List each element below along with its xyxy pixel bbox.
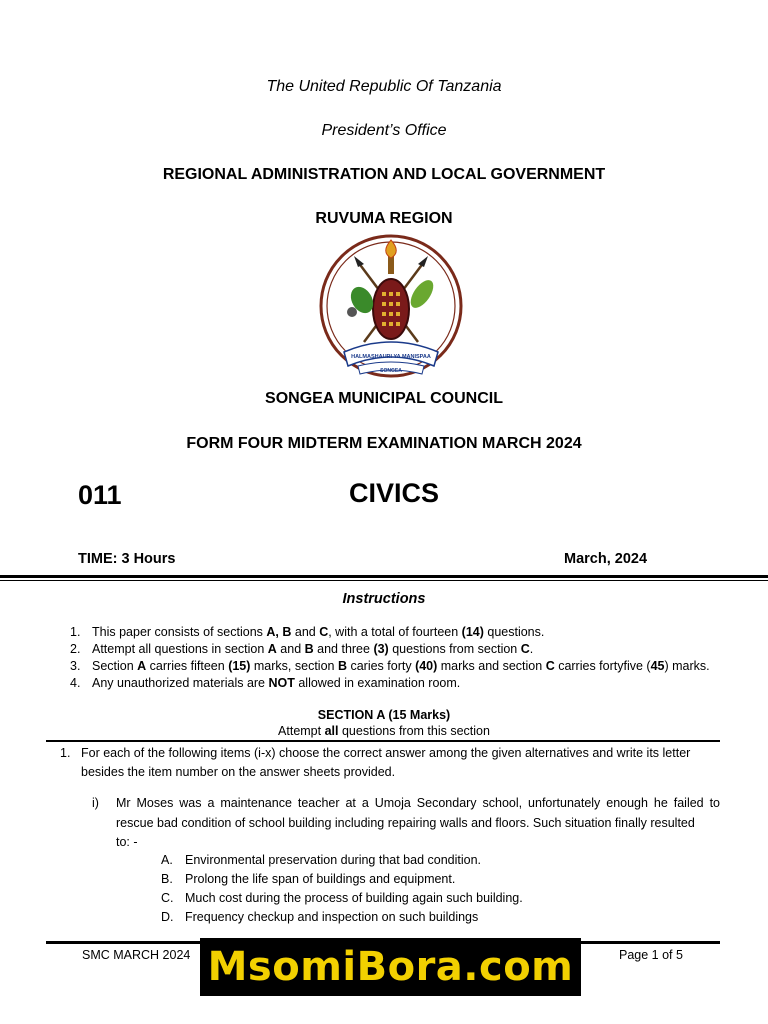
emblem-icon [318,234,464,384]
section-a-subtitle: Attempt all questions from this section [278,724,490,738]
item-text-line: Mr Moses was a maintenance teacher at a Umoja Secondary school, unfortunately enough he failed to [116,796,720,810]
item-text-line: rescue bad condition of school building including repairing walls and floors. Such situation finally resulted [116,816,695,830]
header-divider-thin [0,580,768,581]
answer-option: A. Environmental preservation during that bad condition. [161,853,482,867]
council-emblem [318,234,464,384]
footer-page-number: Page 1 of 5 [619,948,683,962]
region-title: RUVUMA REGION [315,210,453,227]
answer-option: C. Much cost during the process of building again such building. [161,891,523,905]
ministry-title: REGIONAL ADMINISTRATION AND LOCAL GOVERNMENT [162,166,606,183]
instruction-item: 3. Section A carries fifteen (15) marks, section B caries forty (40) marks and section C carries fortyfive (45) marks. [70,659,710,673]
answer-option: D. Frequency checkup and inspection on such buildings [161,910,479,924]
instructions-title: Instructions [342,591,426,607]
section-a-title: SECTION A (15 Marks) [317,708,451,722]
item-text-line: to: - [116,835,138,849]
exam-title: FORM FOUR MIDTERM EXAMINATION MARCH 2024 [186,435,582,452]
question-text-line: For each of the following items (i-x) choose the correct answer among the given alternatives and write its letter [81,746,691,760]
item-number: i) [92,796,99,810]
question-number: 1. [60,746,71,760]
footer-left: SMC MARCH 2024 [82,948,191,962]
council-title: SONGEA MUNICIPAL COUNCIL [265,390,503,407]
instruction-item: 1. This paper consists of sections A, B and C, with a total of fourteen (14) questions. [70,625,545,639]
exam-time: TIME: 3 Hours [78,551,176,567]
emblem-ring-text: HALMASHAURI YA MANISPAA [351,354,431,360]
header-divider [0,575,768,578]
instructions-list [60,624,710,692]
question-text-line: besides the item number on the answer sheets provided. [81,765,396,779]
instruction-item: 2. Attempt all questions in section A and B and three (3) questions from section C. [70,642,534,656]
subject-name: CIVICS [349,478,440,508]
instruction-item: 4. Any unauthorized materials are NOT allowed in examination room. [70,676,461,690]
answer-option: B. Prolong the life span of buildings and equipment. [161,872,456,886]
emblem-ring-sub: SONGEA [380,368,402,374]
subject-code: 011 [78,480,122,510]
office-title: President’s Office [321,122,447,139]
brand-watermark: MsomiBora.com [200,938,581,996]
section-divider [46,740,720,742]
exam-date: March, 2024 [564,551,648,567]
country-title: The United Republic Of Tanzania [266,78,502,95]
